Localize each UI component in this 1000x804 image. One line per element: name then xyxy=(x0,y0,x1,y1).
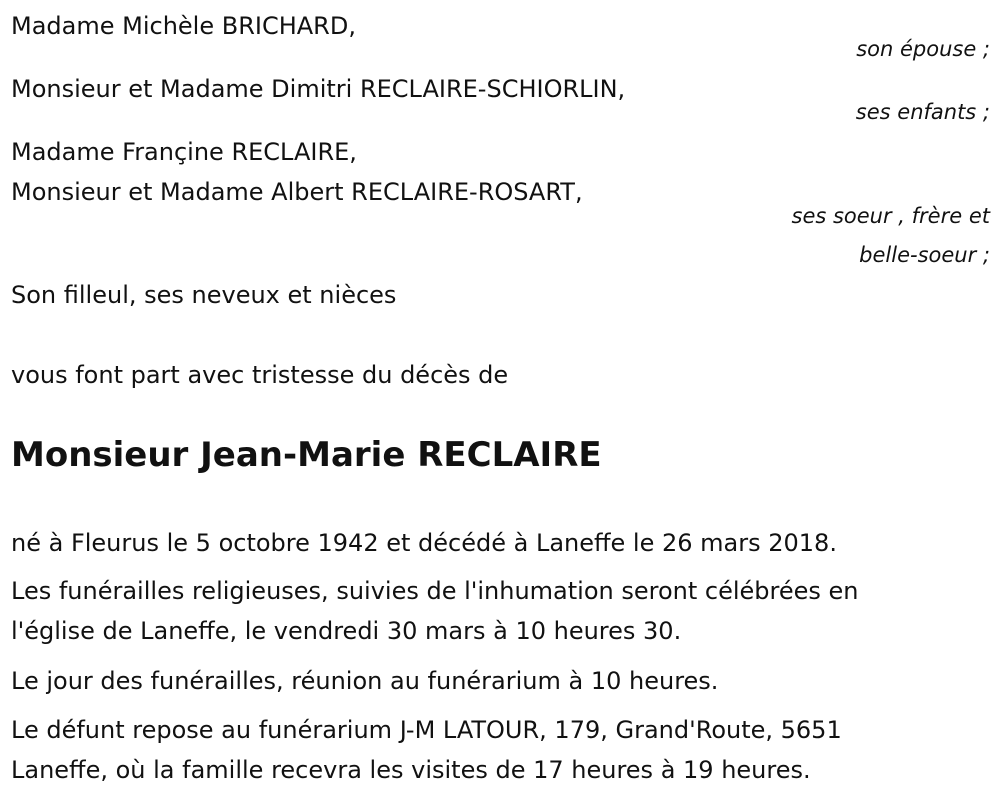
repose-details-line1: Le défunt repose au funérarium J-M LATOUR, 179, Grand'Route, 5651 xyxy=(11,716,842,744)
funeral-details-line1: Les funérailles religieuses, suivies de l'inhumation seront célébrées en xyxy=(11,577,859,605)
birth-death-details: né à Fleurus le 5 octobre 1942 et décédé à Laneffe le 26 mars 2018. xyxy=(11,529,837,557)
family-member-sister: Madame Françine RECLAIRE, xyxy=(11,138,357,166)
relation-siblings-line2: belle-soeur ; xyxy=(859,243,990,267)
relation-spouse: son épouse ; xyxy=(856,37,990,61)
family-member-brother: Monsieur et Madame Albert RECLAIRE-ROSART, xyxy=(11,178,583,206)
repose-details-line2: Laneffe, où la famille recevra les visites de 17 heures à 19 heures. xyxy=(11,756,811,784)
family-member-godson-nephews: Son filleul, ses neveux et nièces xyxy=(11,281,397,309)
family-member-spouse: Madame Michèle BRICHARD, xyxy=(11,12,356,40)
funeral-details-line2: l'église de Laneffe, le vendredi 30 mars à 10 heures 30. xyxy=(11,617,682,645)
relation-siblings-line1: ses soeur , frère et xyxy=(791,204,990,228)
relation-children: ses enfants ; xyxy=(855,100,990,124)
announcement-text: vous font part avec tristesse du décès de xyxy=(11,361,509,389)
deceased-name: Monsieur Jean-Marie RECLAIRE xyxy=(11,435,602,475)
gathering-details: Le jour des funérailles, réunion au funérarium à 10 heures. xyxy=(11,667,719,695)
family-member-children: Monsieur et Madame Dimitri RECLAIRE-SCHIORLIN, xyxy=(11,75,626,103)
